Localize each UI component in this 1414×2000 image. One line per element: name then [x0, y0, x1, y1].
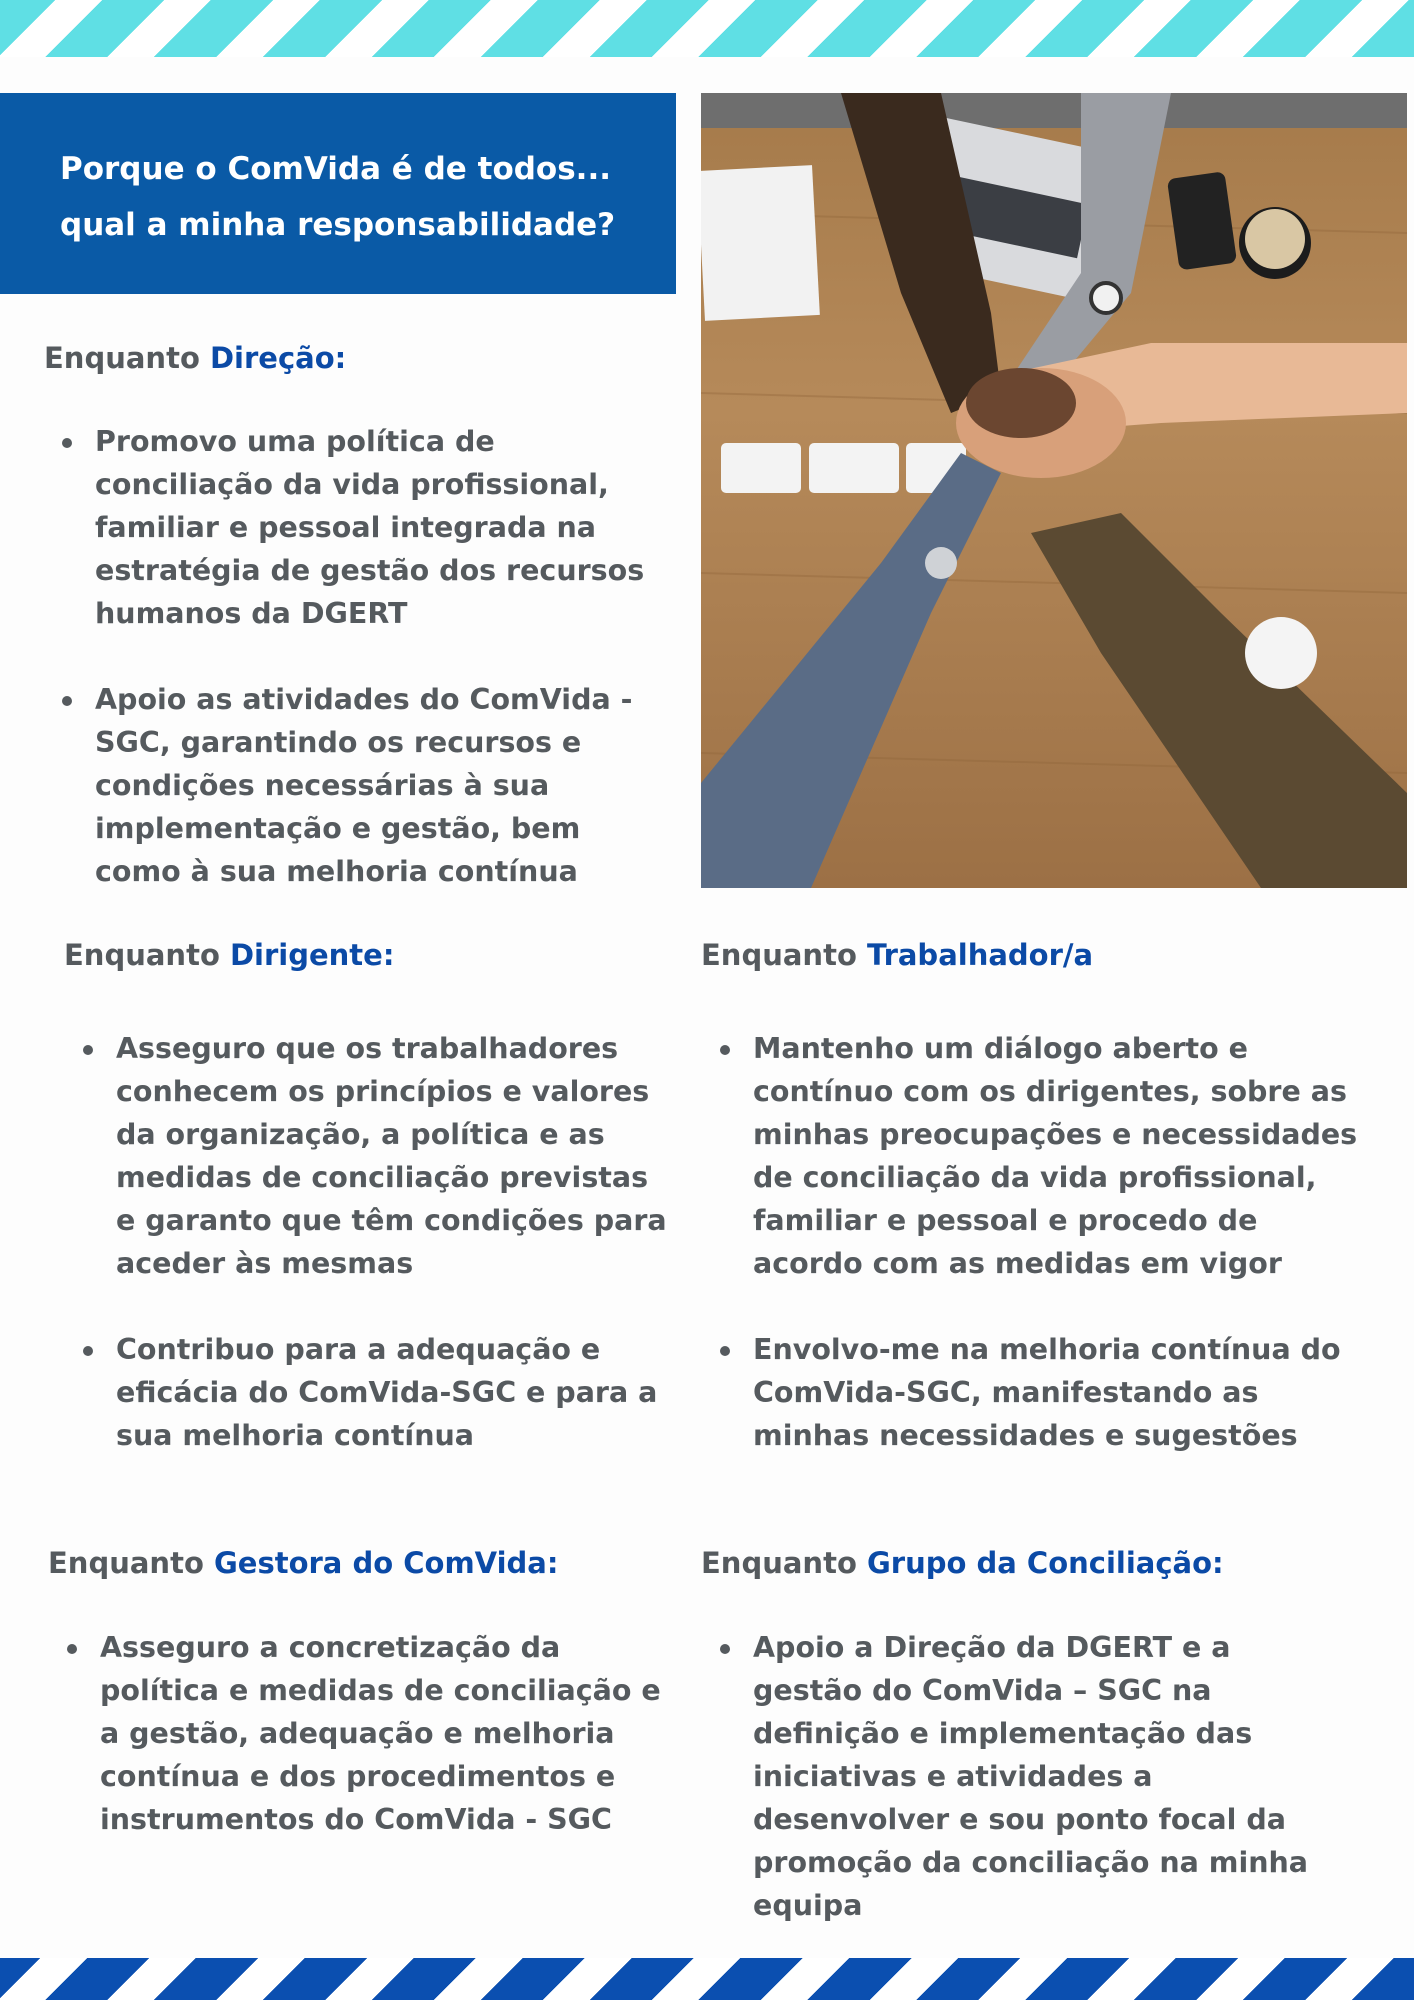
list-item: Promovo uma política de conciliação da vida profissional, familiar e pessoal integrada na estratégia de gestão dos recursos humanos da DGERT	[95, 420, 665, 635]
direcao-list	[95, 420, 665, 893]
gestora-list	[100, 1626, 670, 1841]
heading-prefix: Enquanto	[48, 1546, 214, 1580]
photo-illustration	[701, 93, 1407, 888]
section-heading-trabalhador	[701, 938, 1093, 972]
hands-stacked-photo	[701, 93, 1407, 888]
list-item: Contribuo para a adequação e eficácia do ComVida-SGC e para a sua melhoria contínua	[116, 1328, 676, 1457]
title-line-2: qual a minha responsabilidade?	[60, 207, 616, 243]
title-line-1: Porque o ComVida é de todos...	[60, 151, 612, 187]
top-stripe-band	[0, 0, 1414, 57]
heading-role: Direção:	[209, 341, 347, 375]
grupo-list	[753, 1626, 1323, 1927]
list-item: Asseguro que os trabalhadores conhecem os princípios e valores da organização, a política e as medidas de conciliação previstas e garanto que têm condições para aceder às mesmas	[116, 1027, 676, 1285]
section-heading-gestora	[48, 1546, 558, 1580]
heading-prefix: Enquanto	[64, 938, 230, 972]
heading-role: Grupo da Conciliação:	[866, 1546, 1224, 1580]
section-heading-grupo	[701, 1546, 1224, 1580]
heading-prefix: Enquanto	[701, 1546, 867, 1580]
trabalhador-list	[753, 1027, 1373, 1457]
bottom-stripe-band	[0, 1958, 1414, 2000]
title-banner	[0, 93, 676, 294]
list-item: Asseguro a concretização da política e medidas de conciliação e a gestão, adequação e melhoria contínua e dos procedimentos e instrumentos do ComVida - SGC	[100, 1626, 670, 1841]
list-item: Apoio a Direção da DGERT e a gestão do ComVida – SGC na definição e implementação das iniciativas e atividades a desenvolver e sou ponto focal da promoção da conciliação na minha equipa	[753, 1626, 1323, 1927]
list-item: Mantenho um diálogo aberto e contínuo com os dirigentes, sobre as minhas preocupações e necessidades de conciliação da vida profissional, familiar e pessoal e procedo de acordo com as medidas em vigor	[753, 1027, 1373, 1285]
dirigente-list	[116, 1027, 676, 1457]
heading-role: Gestora do ComVida:	[213, 1546, 559, 1580]
list-item: Envolvo-me na melhoria contínua do ComVida-SGC, manifestando as minhas necessidades e sugestões	[753, 1328, 1373, 1457]
heading-role: Trabalhador/a	[866, 938, 1094, 972]
section-heading-dirigente	[64, 938, 394, 972]
list-item: Apoio as atividades do ComVida - SGC, garantindo os recursos e condições necessárias à sua implementação e gestão, bem como à sua melhoria contínua	[95, 678, 665, 893]
section-heading-direcao	[44, 341, 346, 375]
heading-prefix: Enquanto	[701, 938, 867, 972]
heading-role: Dirigente:	[229, 938, 395, 972]
heading-prefix: Enquanto	[44, 341, 210, 375]
